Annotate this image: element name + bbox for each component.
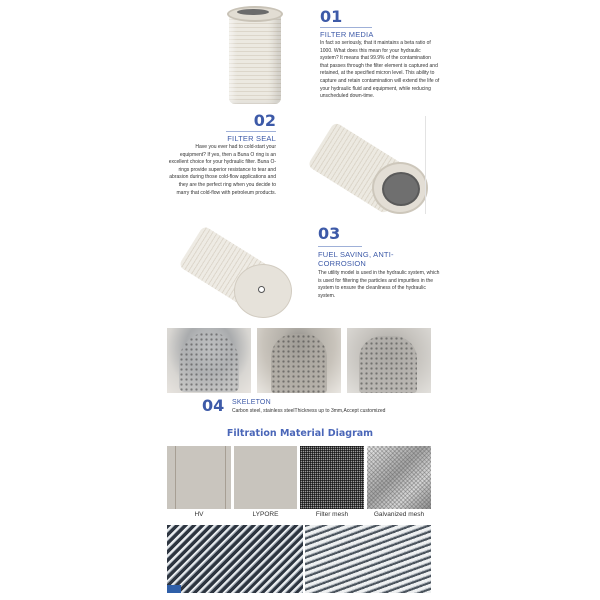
section-title: FILTER SEAL <box>227 134 276 143</box>
material-label-hv: HV <box>194 511 204 518</box>
skeleton-photo-tube <box>347 328 431 393</box>
section-title: SKELETON <box>232 399 271 406</box>
divider <box>320 27 372 28</box>
section-text: In fact so seriously, that it maintains a beta ratio of 1000. What does this mean for your hydraulic system? It means that 99.9% of the contamination that passes through the filter element is captured and retained, at the specified micron level. This ability to capture and retain contamination will extend the life of your hydraulic fluid and equipment, while reducing unscheduled down-time. <box>320 40 440 100</box>
section-text: The utility model is used in the hydraulic system, which is used for filtering the particles and impurities in the system to ensure the cleanliness of the hydraulic system. <box>318 270 440 299</box>
section-title: FUEL SAVING, ANTI-CORROSION <box>318 250 394 268</box>
section-02 <box>168 112 276 197</box>
material-label-galvanized-mesh: Galvanized mesh <box>373 511 425 518</box>
section-03 <box>318 225 440 300</box>
diagram-title: Filtration Material Diagram <box>226 428 374 439</box>
divider-vertical <box>425 116 426 214</box>
material-swatch-lypore <box>234 446 297 509</box>
filter-cartridge-image-2 <box>300 112 430 212</box>
section-number: 01 <box>320 7 343 26</box>
skeleton-photo-cone <box>167 328 251 393</box>
center-hole <box>258 286 265 293</box>
section-number: 02 <box>253 111 276 130</box>
material-swatch-filter-mesh <box>300 446 364 509</box>
divider <box>226 131 276 132</box>
section-01 <box>320 8 440 101</box>
section-text: Carbon steel, stainless steelThickness up to 3mm,Accept customized <box>232 408 386 414</box>
section-title: FILTER MEDIA <box>320 30 374 39</box>
material-label-lypore: LYPORE <box>252 511 279 518</box>
material-swatch-galvanized-mesh <box>367 446 431 509</box>
pleat-closeup-photo-1 <box>167 525 303 593</box>
divider <box>318 246 362 247</box>
material-label-filter-mesh: Filter mesh <box>315 511 349 518</box>
filter-cartridge-image-3 <box>178 220 308 315</box>
section-number: 04 <box>202 396 225 415</box>
skeleton-photo-spiral <box>257 328 341 393</box>
section-text: Have you ever had to cold-start your equipment? If yes, then a Buna O ring is an excellent choice for your hydraulic filter. Buna O-rings provide superior resistance to tear and abrasion during those cold-flow applications and they are the perfect ring when you decide to marry that cold-flow with petroleum products. <box>168 144 276 196</box>
filter-cartridge-image-1 <box>225 6 285 106</box>
section-number: 03 <box>318 224 341 243</box>
material-swatch-hv <box>167 446 231 509</box>
pleat-closeup-photo-2 <box>305 525 431 593</box>
